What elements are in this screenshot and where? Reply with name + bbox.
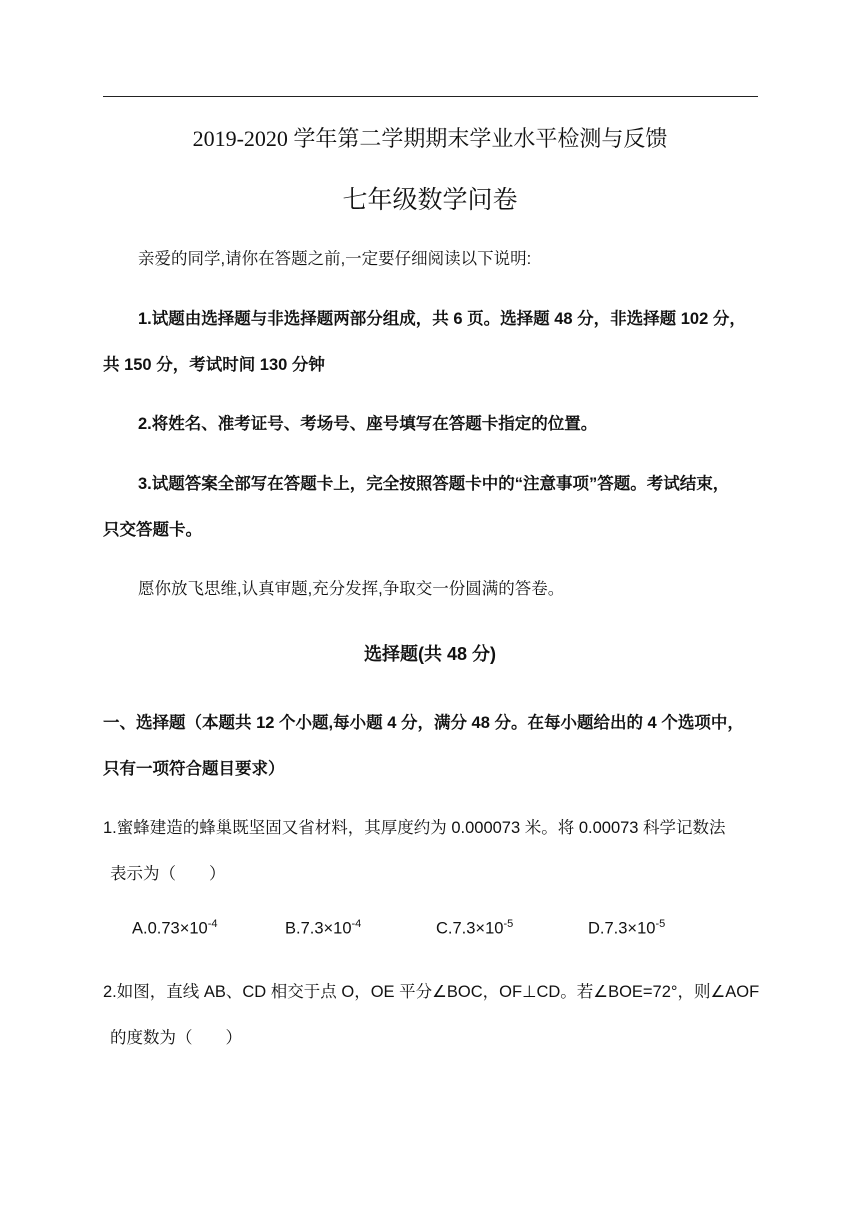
exam-title: 2019-2020 学年第二学期期末学业水平检测与反馈 xyxy=(192,126,668,151)
instruction-item-2: 2.将姓名、准考证号、考场号、座号填写在答题卡指定的位置。 xyxy=(138,415,598,433)
question-1-option-c xyxy=(436,918,513,939)
exam-subtitle: 七年级数学问卷 xyxy=(342,187,518,214)
option-a-exponent: -4 xyxy=(207,918,218,930)
option-d-exponent: -5 xyxy=(655,918,666,930)
instructions-wish: 愿你放飞思维,认真审题,充分发挥,争取交一份圆满的答卷。 xyxy=(138,580,565,598)
instructions-intro: 亲爱的同学,请你在答题之前,一定要仔细阅读以下说明: xyxy=(138,250,532,268)
question-2-line-2: 的度数为（ ） xyxy=(110,1029,242,1047)
question-1-line-2: 表示为（ ） xyxy=(110,865,226,883)
section-heading-line-1: 一、选择题（本题共 12 个小题,每小题 4 分，满分 48 分。在每小题给出的 4 个选项中， xyxy=(103,714,744,732)
instruction-item-1-line-1: 1.试题由选择题与非选择题两部分组成，共 6 页。选择题 48 分，非选择题 102 分， xyxy=(138,310,746,328)
header-divider xyxy=(103,96,758,97)
option-a-base: A.0.73×10 xyxy=(132,919,208,938)
option-c-base: C.7.3×10 xyxy=(436,919,504,938)
question-1-option-a xyxy=(132,918,217,939)
option-d-base: D.7.3×10 xyxy=(588,919,656,938)
section-heading-line-2: 只有一项符合题目要求） xyxy=(103,760,285,778)
question-1-option-d xyxy=(588,918,665,939)
option-b-base: B.7.3×10 xyxy=(285,919,352,938)
option-b-exponent: -4 xyxy=(351,918,362,930)
question-1-option-b xyxy=(285,918,361,939)
option-c-exponent: -5 xyxy=(503,918,514,930)
instruction-item-3-line-2: 只交答题卡。 xyxy=(103,521,202,539)
instruction-item-3-line-1: 3.试题答案全部写在答题卡上，完全按照答题卡中的“注意事项”答题。考试结束， xyxy=(138,475,730,493)
section-title: 选择题(共 48 分) xyxy=(363,644,496,664)
instruction-item-1-line-2: 共 150 分，考试时间 130 分钟 xyxy=(103,356,325,374)
question-1-line-1: 1.蜜蜂建造的蜂巢既坚固又省材料，其厚度约为 0.000073 米。将 0.00073 科学记数法 xyxy=(103,819,726,837)
question-2-line-1: 2.如图，直线 AB、CD 相交于点 O，OE 平分∠BOC，OF⊥CD。若∠BOE=72°，则∠AOF xyxy=(103,983,760,1001)
